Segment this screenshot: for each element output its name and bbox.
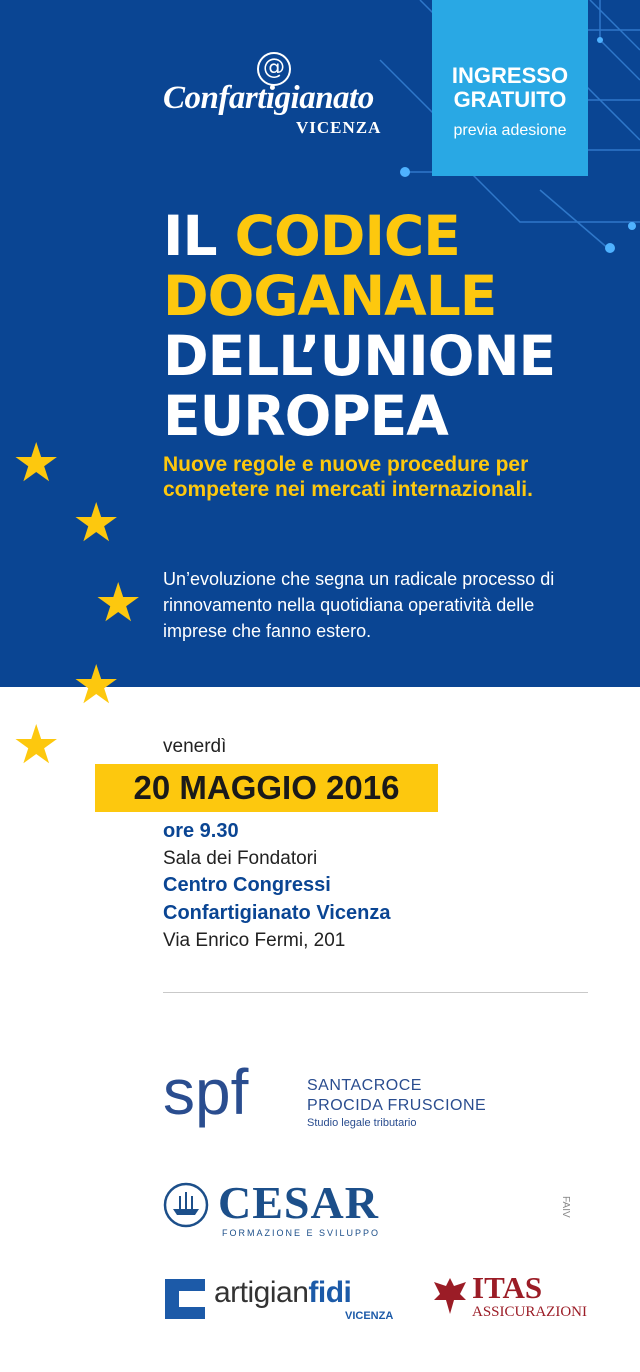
ship-icon [163, 1182, 209, 1228]
itas-tagline: ASSICURAZIONI [472, 1304, 588, 1320]
spf-logo-text: spf [163, 1064, 249, 1128]
title-line-3: DELL’UNIONE [163, 324, 556, 388]
divider [163, 992, 588, 993]
event-title [163, 206, 555, 446]
title-line-1-yellow: CODICE [234, 204, 460, 268]
star-icon: ★ [12, 431, 61, 494]
event-date: 20 MAGGIO 2016 [95, 764, 438, 812]
cesar-name: CESAR [218, 1177, 379, 1228]
badge-line-2: GRATUITO [453, 87, 567, 112]
artigianfidi-name-part-1: artigian [214, 1276, 309, 1309]
event-time: ore 9.30 [163, 820, 239, 842]
star-icon: ★ [94, 571, 143, 634]
artigianfidi-city: VICENZA [345, 1310, 394, 1322]
artigianfidi-name-part-2: fidi [308, 1276, 352, 1309]
spf-tagline: Studio legale tributario [307, 1117, 417, 1129]
itas-name: ITAS [472, 1270, 543, 1305]
brand-city: VICENZA [296, 118, 382, 137]
event-day: venerdì [163, 736, 227, 757]
event-venue-line-2: Confartigianato Vicenza [163, 902, 391, 924]
spf-logo [163, 1064, 303, 1130]
event-address: Via Enrico Fermi, 201 [163, 930, 346, 951]
free-entry-badge [432, 0, 588, 176]
spf-name-line-1: SANTACROCE [307, 1077, 422, 1094]
brand-name: Confartigianato [163, 80, 374, 116]
event-description: Un’evoluzione che segna un radicale processo di rinnovamento nella quotidiana operatività delle imprese che fanno estero. [163, 569, 555, 641]
artigianfidi-name [214, 1276, 351, 1310]
eagle-icon [432, 1276, 468, 1316]
event-subtitle: Nuove regole e nuove procedure per competere nei mercati internazionali. [163, 453, 533, 501]
badge-line-1: INGRESSO [451, 63, 569, 88]
badge-line-3: previa adesione [453, 122, 567, 139]
title-line-2: DOGANALE [163, 264, 497, 328]
cesar-tagline: FORMAZIONE E SVILUPPO [222, 1228, 381, 1238]
event-room: Sala dei Fondatori [163, 848, 318, 869]
artigianfidi-mark-icon [163, 1277, 207, 1321]
at-sign-icon: @ [257, 52, 291, 86]
title-line-4: EUROPEA [163, 384, 448, 448]
star-icon: ★ [12, 713, 61, 776]
event-venue-line-1: Centro Congressi [163, 874, 331, 896]
spf-name-line-2: PROCIDA FRUSCIONE [307, 1097, 487, 1114]
star-icon: ★ [72, 653, 121, 716]
title-line-1-white: IL [163, 204, 235, 268]
star-icon: ★ [72, 491, 121, 554]
credit-mark: FAIV [560, 1196, 571, 1218]
